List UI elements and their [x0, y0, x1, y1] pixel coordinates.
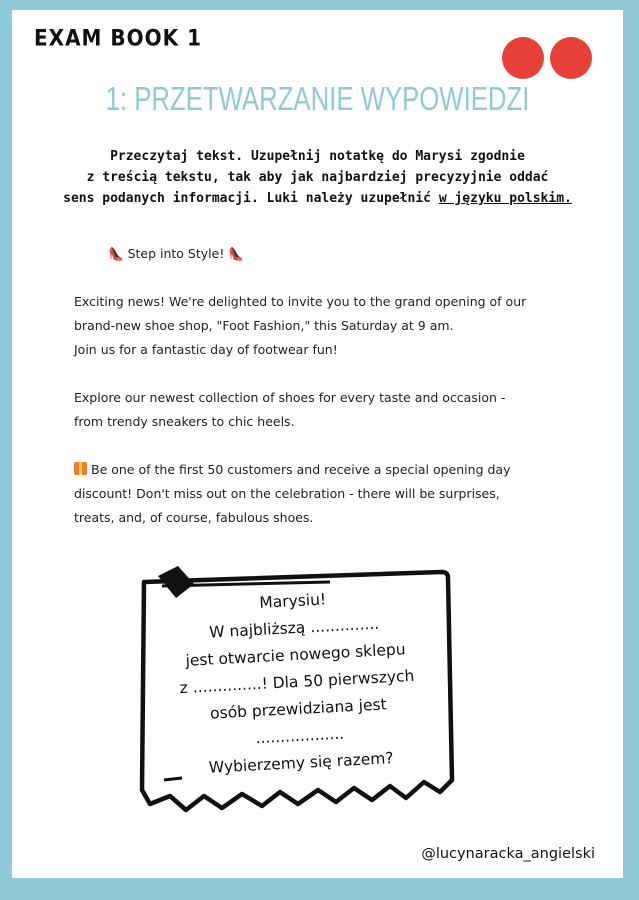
advert-line: treats, and, of course, fabulous shoes. [74, 510, 314, 525]
advert-line: discount! Don't miss out on the celebration - there will be surprises, [74, 486, 500, 501]
advert-line-text: Be one of the first 50 customers and receive a special opening day [91, 462, 511, 477]
advert-line: brand-new shoe shop, "Foot Fashion," this Saturday at 9 am. [74, 318, 454, 333]
advert-headline [104, 242, 604, 266]
note-line: Marysiu! [258, 590, 327, 612]
instructions-line: z treścią tekstu, tak aby jak najbardziej precyzyjnie oddać [86, 170, 549, 185]
note-line: z ..............! Dla 50 pierwszych [179, 666, 415, 698]
high-heel-icon: 👠 [228, 246, 244, 261]
instructions-line: Przeczytaj tekst. Uzupełnij notatkę do Marysi zgodnie [110, 149, 525, 164]
note-line: Wybierzemy się razem? [208, 749, 394, 777]
section-title: 1: PRZETWARZANIE WYPOWIEDZI [105, 80, 530, 117]
advert-line: from trendy sneakers to chic heels. [74, 414, 295, 429]
advert-paragraph [74, 290, 574, 362]
advert-paragraph [74, 458, 574, 530]
note-line: osób przewidziana jest [209, 695, 388, 723]
instructions-line-text: sens podanych informacji. Luki należy uzupełnić [63, 191, 439, 206]
note-text [157, 581, 437, 784]
advert-line: Exciting news! We're delighted to invite you to the grand opening of our [74, 294, 527, 309]
red-dot-decoration [502, 37, 544, 79]
red-dot-decoration [550, 37, 592, 79]
author-handle: @lucynaracka_angielski [421, 846, 595, 862]
advert-line [74, 458, 574, 482]
instructions-underlined-text: w języku polskim. [438, 191, 572, 206]
instructions-line [42, 188, 593, 209]
note-line: .................. [255, 724, 345, 748]
gift-icon [74, 462, 87, 475]
high-heel-icon: 👠 [108, 246, 124, 261]
note-line: jest otwarcie nowego sklepu [185, 640, 407, 670]
exam-book-title: EXAM BOOK 1 [34, 24, 203, 52]
note-line: W najbliższą .............. [208, 614, 380, 642]
advert-line: Join us for a fantastic day of footwear fun! [74, 342, 338, 357]
worksheet-page [12, 10, 623, 878]
advert-paragraph [74, 386, 574, 434]
advert-headline-text: Step into Style! [127, 246, 225, 261]
task-instructions [42, 146, 593, 209]
advert-line: Explore our newest collection of shoes for every taste and occasion - [74, 390, 506, 405]
